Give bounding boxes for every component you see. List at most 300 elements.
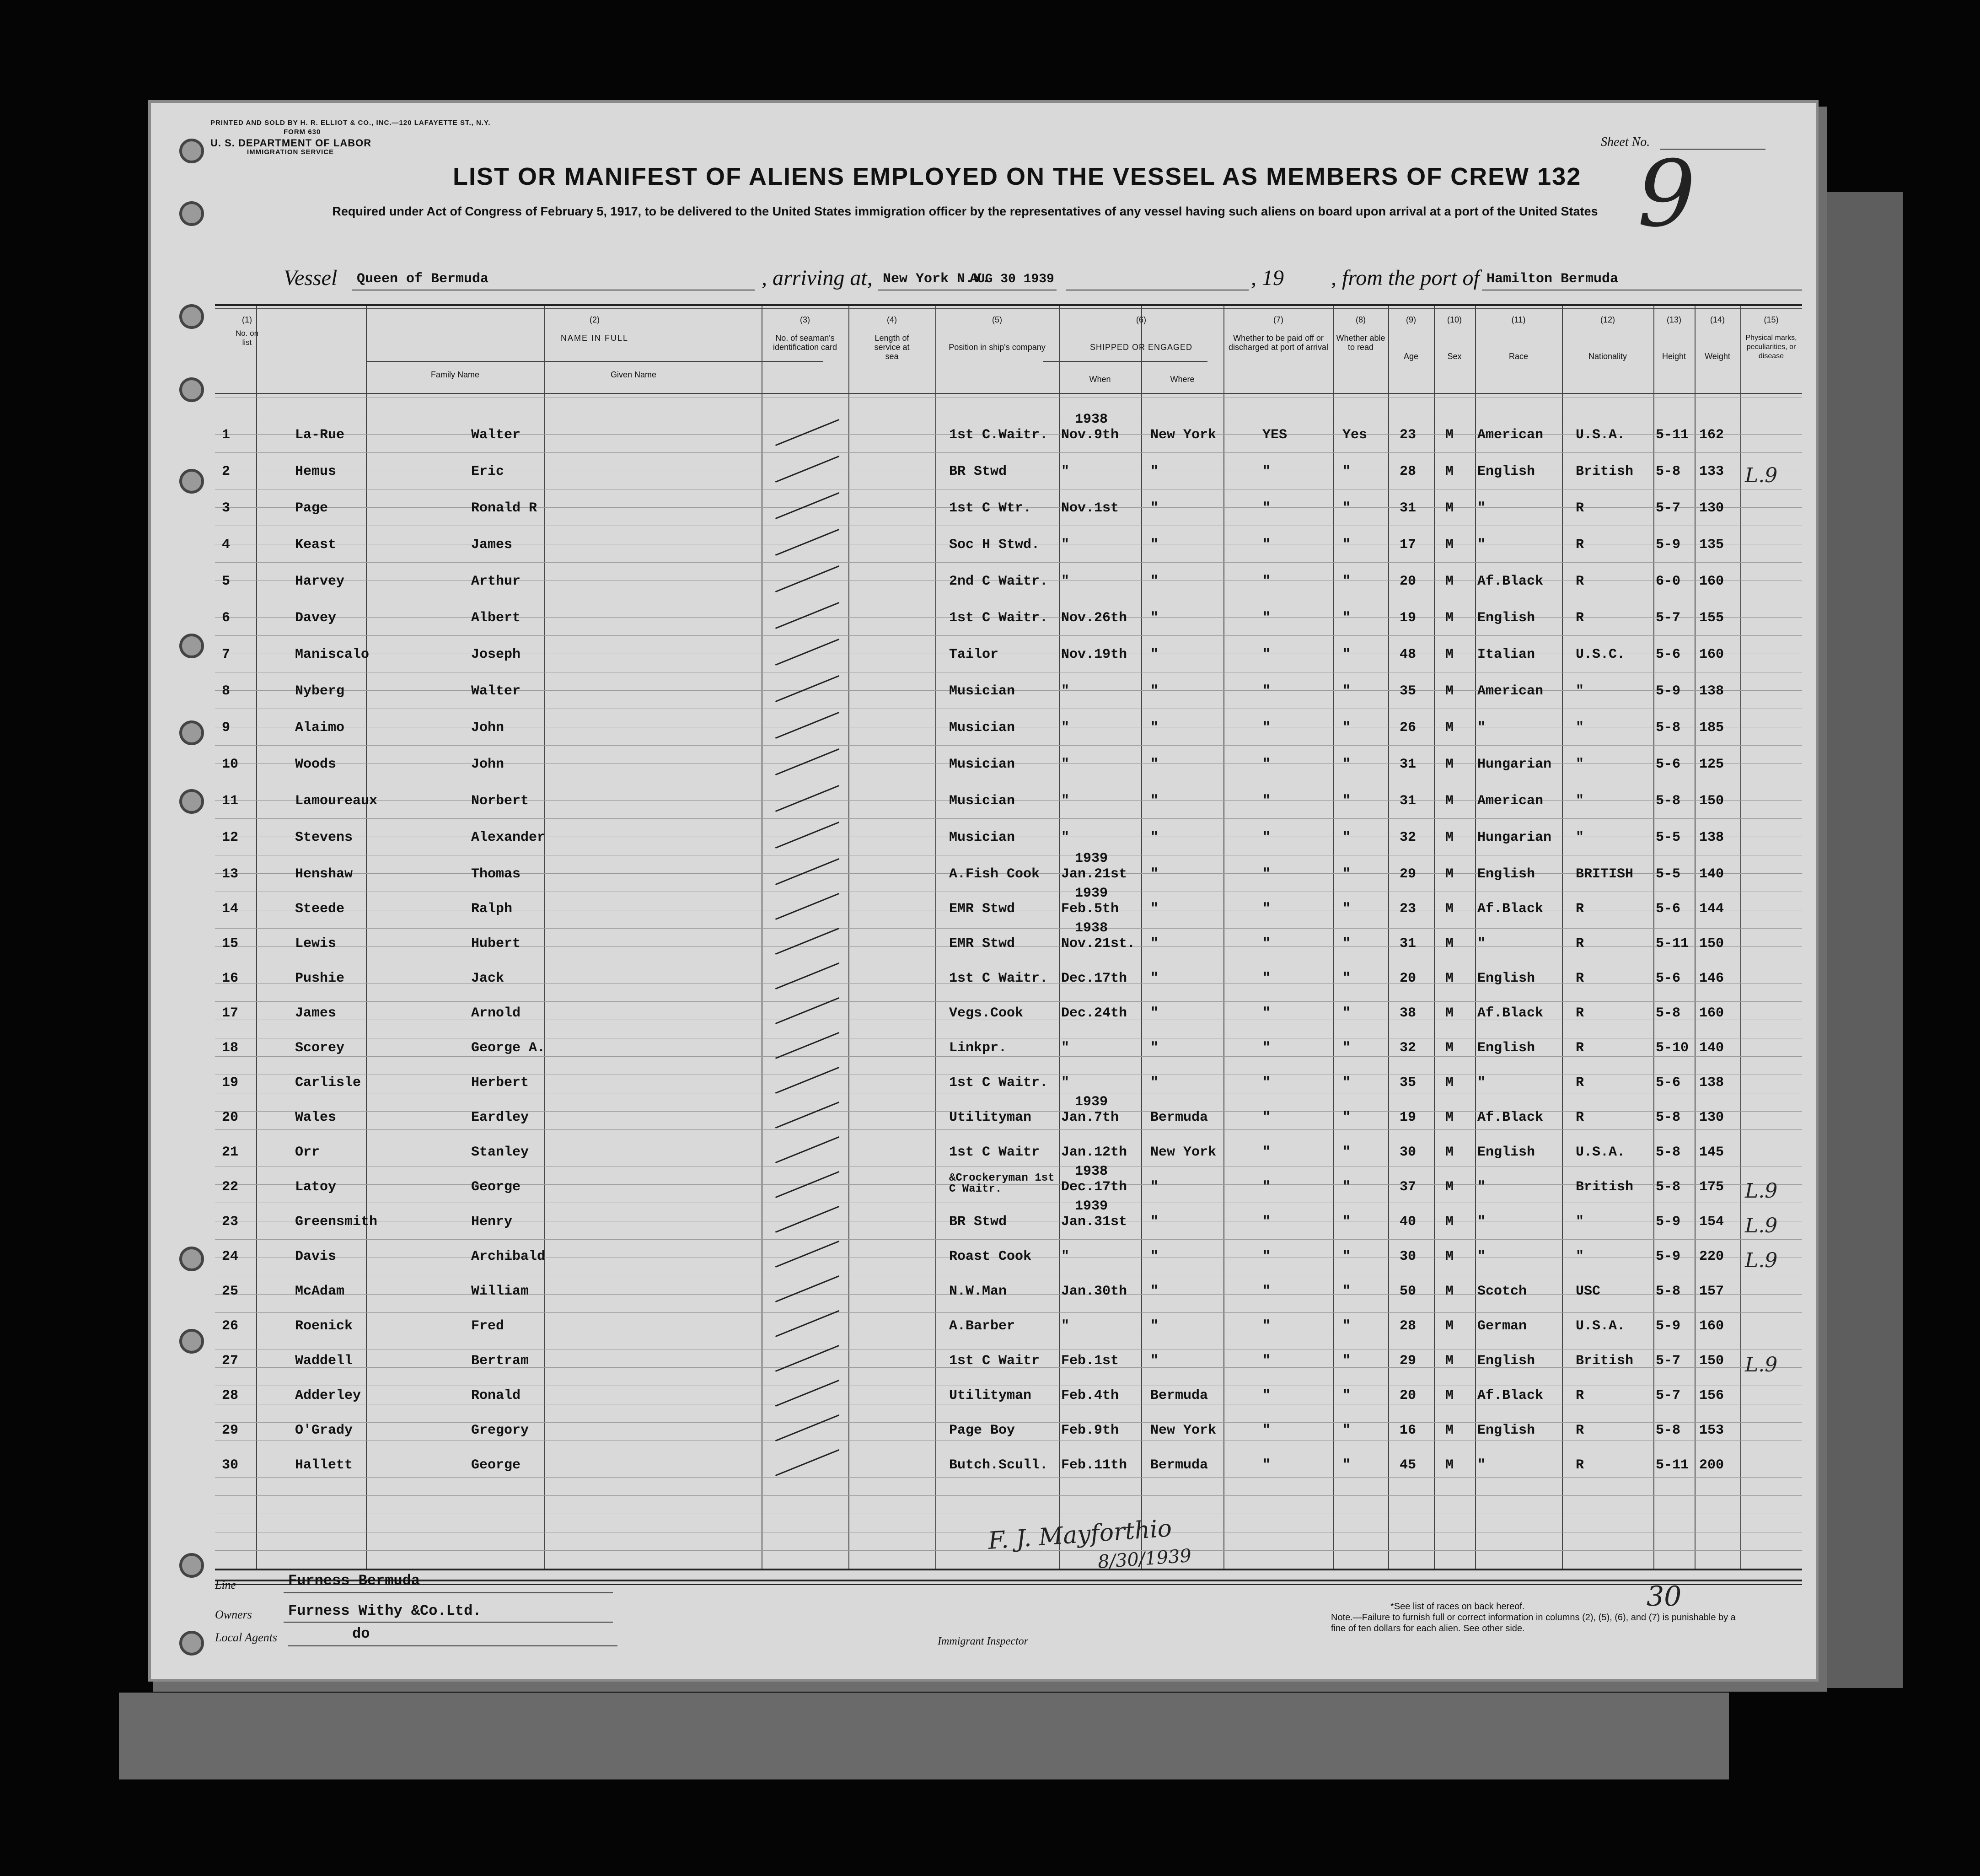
cell-weight: 154 [1699,1214,1724,1230]
cell-where: " [1150,1318,1159,1334]
cell-weight: 144 [1699,901,1724,917]
cell-no: 15 [222,936,239,951]
cell-paid: " [1262,720,1271,736]
cell-paid: " [1262,537,1271,553]
check-mark [775,748,839,775]
agents-label: Local Agents [215,1631,278,1644]
cell-family: Maniscalo [295,647,370,662]
cell-race: German [1477,1318,1527,1334]
cell-when: Jan.7th [1061,1110,1119,1125]
cell-sex: M [1445,683,1454,699]
grid-line [215,308,1802,309]
cell-nat: R [1576,1388,1584,1403]
cell-given: Stanley [471,1145,529,1160]
cell-family: Keast [295,537,337,553]
cell-height: 5-8 [1656,1284,1681,1299]
cell-sex: M [1445,971,1454,986]
footer-rule [215,1580,1802,1581]
cell-race: Af.Black [1477,1005,1544,1021]
cell-note: L.9 [1745,1353,1778,1376]
cell-no: 9 [222,720,231,736]
cell-read: " [1342,683,1351,699]
cell-race: English [1477,971,1535,986]
check-mark [775,822,839,849]
cell-nat: R [1576,901,1584,917]
cell-family: Harvey [295,574,345,589]
header-given-name: Given Name [610,370,657,379]
cell-age: 30 [1400,1249,1417,1264]
cell-family: McAdam [295,1284,345,1299]
col-num-7: (7) [1273,315,1283,324]
cell-nat: British [1576,464,1634,479]
owners-value: Furness Withy &Co.Ltd. [288,1602,482,1619]
cell-family: Henshaw [295,866,353,882]
cell-position: 1st C Waitr [949,1145,1040,1160]
cell-height: 5-6 [1656,971,1681,986]
cell-age: 31 [1400,936,1417,951]
grid-line [366,361,823,362]
cell-nat: British [1576,1179,1634,1195]
cell-position: Butch.Scull. [949,1457,1048,1473]
cell-when: Nov.1st [1061,500,1119,516]
header-family-name: Family Name [430,370,479,379]
check-mark [775,675,839,702]
cell-race: American [1477,793,1544,809]
cell-nat: R [1576,500,1584,516]
crew-table [215,304,1802,1570]
check-mark [775,893,839,920]
vessel-label: Vessel [284,266,338,290]
cell-nat: " [1576,757,1584,772]
cell-race: English [1477,610,1535,626]
line-value: Furness Bermuda [288,1572,420,1589]
cell-weight: 160 [1699,574,1724,589]
manifest-sheet [151,103,1816,1679]
cell-height: 5-6 [1656,647,1681,662]
cell-family: Pushie [295,971,345,986]
cell-where: Bermuda [1150,1388,1208,1403]
grid-column-line [1653,306,1654,1569]
grid-column-line [1695,306,1696,1569]
cell-year: 1938 [1075,920,1108,936]
grid-row-line [215,1129,1802,1130]
signature-date: 8/30/1939 [1097,1545,1192,1573]
cell-race: English [1477,866,1535,882]
cell-read: " [1342,830,1351,845]
cell-read: " [1342,1110,1351,1125]
cell-paid: " [1262,610,1271,626]
cell-sex: M [1445,936,1454,951]
cell-race: English [1477,1353,1535,1369]
cell-no: 5 [222,574,231,589]
cell-race: American [1477,427,1544,443]
cell-race: " [1477,500,1486,516]
cell-paid: " [1262,574,1271,589]
cell-age: 26 [1400,720,1417,736]
check-mark [775,1206,839,1233]
binder-hole [179,720,204,745]
cell-position: 1st C Waitr. [949,971,1048,986]
cell-read: Yes [1342,427,1368,443]
cell-height: 5-7 [1656,500,1681,516]
check-mark [775,928,839,955]
form-number: FORM 630 [284,128,321,136]
col-num-5: (5) [992,315,1002,324]
cell-position: A.Barber [949,1318,1015,1334]
check-mark [775,785,839,812]
header-shipped: SHIPPED OR ENGAGED [1089,343,1193,352]
check-mark [775,602,839,629]
grid-column-line [1141,306,1142,1569]
cell-sex: M [1445,866,1454,882]
vessel-name: Queen of Bermuda [357,271,489,287]
cell-race: American [1477,683,1544,699]
cell-race: " [1477,1457,1486,1473]
cell-nat: " [1576,793,1584,809]
col-num-3: (3) [800,315,810,324]
cell-weight: 140 [1699,1040,1724,1056]
cell-age: 32 [1400,830,1417,845]
cell-nat: R [1576,1075,1584,1091]
cell-no: 10 [222,757,239,772]
cell-height: 5-8 [1656,1110,1681,1125]
cell-when: Dec.17th [1061,1179,1127,1195]
cell-family: Davis [295,1249,337,1264]
cell-race: " [1477,1249,1486,1264]
cell-weight: 200 [1699,1457,1724,1473]
cell-age: 32 [1400,1040,1417,1056]
cell-nat: R [1576,1423,1584,1438]
cell-race: English [1477,464,1535,479]
cell-height: 5-5 [1656,830,1681,845]
cell-nat: British [1576,1353,1634,1369]
cell-year: 1939 [1075,1199,1108,1214]
cell-age: 28 [1400,1318,1417,1334]
cell-weight: 138 [1699,683,1724,699]
cell-position: A.Fish Cook [949,866,1040,882]
cell-given: Eric [471,464,504,479]
cell-family: Orr [295,1145,320,1160]
cell-no: 13 [222,866,239,882]
cell-paid: " [1262,1005,1271,1021]
cell-sex: M [1445,1075,1454,1091]
cell-race: " [1477,720,1486,736]
cell-race: " [1477,1214,1486,1230]
cell-weight: 150 [1699,793,1724,809]
manifest-title [453,162,1581,191]
check-mark [775,529,839,556]
cell-nat: R [1576,574,1584,589]
cell-given: George [471,1179,521,1195]
cell-where: " [1150,537,1159,553]
cell-age: 37 [1400,1179,1417,1195]
grid-row-line [215,1477,1802,1478]
cell-sex: M [1445,574,1454,589]
col-num-1: (1) [242,315,252,324]
cell-given: William [471,1284,529,1299]
cell-sex: M [1445,1423,1454,1438]
grid-row-line [215,928,1802,929]
grid-column-line [935,306,936,1569]
cell-sex: M [1445,1040,1454,1056]
cell-when: " [1061,720,1070,736]
cell-read: " [1342,1075,1351,1091]
agents-value: do [352,1625,370,1642]
check-mark [775,456,839,483]
cell-read: " [1342,1249,1351,1264]
cell-height: 5-9 [1656,1249,1681,1264]
cell-weight: 156 [1699,1388,1724,1403]
cell-age: 20 [1400,574,1417,589]
cell-sex: M [1445,1318,1454,1334]
cell-height: 5-9 [1656,683,1681,699]
check-mark [775,492,839,519]
grid-column-line [1388,306,1389,1569]
cell-age: 20 [1400,1388,1417,1403]
cell-read: " [1342,1457,1351,1473]
col-num-6: (6) [1136,315,1146,324]
cell-height: 5-9 [1656,1318,1681,1334]
cell-paid: " [1262,757,1271,772]
cell-age: 38 [1400,1005,1417,1021]
cell-height: 5-10 [1656,1040,1689,1056]
cell-sex: M [1445,1214,1454,1230]
cell-age: 29 [1400,1353,1417,1369]
cell-where: " [1150,647,1159,662]
cell-sex: M [1445,830,1454,845]
cell-no: 20 [222,1110,239,1125]
cell-race: Scotch [1477,1284,1527,1299]
cell-sex: M [1445,793,1454,809]
cell-position: EMR Stwd [949,901,1015,917]
binder-hole [179,1631,204,1656]
cell-age: 31 [1400,500,1417,516]
cell-family: Hallett [295,1457,353,1473]
cell-nat: R [1576,936,1584,951]
cell-family: Davey [295,610,337,626]
cell-family: Nyberg [295,683,345,699]
cell-family: Stevens [295,830,353,845]
cell-weight: 162 [1699,427,1724,443]
cell-given: John [471,757,504,772]
cell-position: Musician [949,683,1015,699]
cell-height: 6-0 [1656,574,1681,589]
cell-race: Af.Black [1477,574,1544,589]
cell-note: L.9 [1745,1179,1778,1203]
cell-given: George [471,1457,521,1473]
cell-race: English [1477,1423,1535,1438]
cell-sex: M [1445,610,1454,626]
cell-year: 1938 [1075,412,1108,427]
cell-read: " [1342,720,1351,736]
cell-position: EMR Stwd [949,936,1015,951]
cell-where: " [1150,574,1159,589]
page-mark: 30 [1647,1580,1682,1613]
cell-family: O'Grady [295,1423,353,1438]
cell-when: Jan.30th [1061,1284,1127,1299]
cell-no: 7 [222,647,231,662]
cell-height: 5-8 [1656,1145,1681,1160]
cell-height: 5-8 [1656,720,1681,736]
header-position: Position in ship's company [949,343,1046,352]
cell-no: 19 [222,1075,239,1091]
cell-age: 17 [1400,537,1417,553]
header-height: Height [1662,352,1686,361]
cell-family: Lamoureaux [295,793,378,809]
cell-height: 5-6 [1656,757,1681,772]
cell-no: 30 [222,1457,239,1473]
cell-read: " [1342,1179,1351,1195]
cell-nat: U.S.A. [1576,1318,1626,1334]
cell-position: Linkpr. [949,1040,1007,1056]
col-num-8: (8) [1356,315,1366,324]
crew-number: 132 [1537,163,1582,190]
cell-given: Walter [471,683,521,699]
cell-height: 5-9 [1656,537,1681,553]
cell-no: 17 [222,1005,239,1021]
cell-paid: " [1262,1040,1271,1056]
cell-read: " [1342,500,1351,516]
cell-sex: M [1445,647,1454,662]
cell-where: " [1150,866,1159,882]
cell-sex: M [1445,1457,1454,1473]
check-mark [775,1449,839,1476]
cell-given: Thomas [471,866,521,882]
arriving-label: , arriving at, [762,266,873,290]
cell-paid: " [1262,901,1271,917]
cell-sex: M [1445,1179,1454,1195]
cell-no: 21 [222,1145,239,1160]
cell-given: Ronald R [471,500,537,516]
cell-position: Page Boy [949,1423,1015,1438]
cell-where: " [1150,1284,1159,1299]
cell-no: 24 [222,1249,239,1264]
cell-where: " [1150,1179,1159,1195]
cell-nat: R [1576,971,1584,986]
cell-weight: 185 [1699,720,1724,736]
header-no-on-list: No. on list [235,329,259,347]
cell-race: Af.Black [1477,901,1544,917]
fine-note: Note.—Failure to furnish full or correct information in columns (2), (5), (6), and (7) is punishable by a fine of ten dollars for each alien. See other side. [1331,1613,1736,1634]
check-mark [775,639,839,666]
cell-where: " [1150,1040,1159,1056]
binder-hole [179,469,204,494]
cell-read: " [1342,537,1351,553]
cell-age: 30 [1400,1145,1417,1160]
cell-height: 5-9 [1656,1214,1681,1230]
cell-where: " [1150,757,1159,772]
bottom-page-edge [119,1693,1729,1779]
cell-sex: M [1445,537,1454,553]
cell-position: BR Stwd [949,1214,1007,1230]
cell-height: 5-6 [1656,1075,1681,1091]
cell-where: " [1150,971,1159,986]
cell-race: Hungarian [1477,757,1552,772]
cell-sex: M [1445,720,1454,736]
cell-when: " [1061,1249,1070,1264]
cell-weight: 135 [1699,537,1724,553]
check-mark [775,1102,839,1129]
sheet-number: 9 [1637,141,1696,247]
cell-paid: " [1262,1249,1271,1264]
cell-race: English [1477,1040,1535,1056]
cell-weight: 140 [1699,866,1724,882]
cell-given: Alexander [471,830,546,845]
cell-weight: 133 [1699,464,1724,479]
check-mark [775,1275,839,1302]
check-mark [775,419,839,446]
cell-when: Nov.9th [1061,427,1119,443]
line-underline [284,1592,613,1593]
cell-sex: M [1445,901,1454,917]
cell-height: 5-5 [1656,866,1681,882]
cell-paid: " [1262,1423,1271,1438]
cell-position: 1st C Waitr. [949,1075,1048,1091]
cell-paid: " [1262,1353,1271,1369]
cell-year: 1939 [1075,886,1108,901]
col-num-14: (14) [1710,315,1725,324]
owners-label: Owners [215,1608,252,1621]
cell-weight: 155 [1699,610,1724,626]
cell-position: &Crockeryman 1st C Waitr. [949,1172,1055,1195]
col-num-13: (13) [1666,315,1681,324]
cell-weight: 220 [1699,1249,1724,1264]
grid-row-line [215,745,1802,746]
cell-given: Joseph [471,647,521,662]
cell-where: " [1150,464,1159,479]
cell-position: BR Stwd [949,464,1007,479]
col-num-10: (10) [1447,315,1462,324]
cell-no: 2 [222,464,231,479]
grid-row-line [215,818,1802,819]
cell-no: 23 [222,1214,239,1230]
cell-where: " [1150,720,1159,736]
cell-where: " [1150,500,1159,516]
cell-no: 11 [222,793,239,809]
cell-given: Eardley [471,1110,529,1125]
cell-age: 16 [1400,1423,1417,1438]
from-label: , from the port of [1331,266,1480,290]
cell-sex: M [1445,1145,1454,1160]
header-race: Race [1508,352,1529,361]
cell-when: " [1061,830,1070,845]
cell-when: Nov.21st. [1061,936,1136,951]
cell-given: Arthur [471,574,521,589]
cell-read: " [1342,574,1351,589]
cell-age: 31 [1400,793,1417,809]
cell-given: Bertram [471,1353,529,1369]
grid-column-line [256,306,257,1569]
header-where: Where [1170,375,1195,384]
header-nationality: Nationality [1588,352,1627,361]
cell-where: " [1150,1075,1159,1091]
cell-given: Hubert [471,936,521,951]
cell-when: " [1061,1040,1070,1056]
check-mark [775,1380,839,1407]
cell-year: 1939 [1075,851,1108,866]
year-label: , 19 [1251,266,1284,290]
cell-nat: " [1576,720,1584,736]
cell-when: " [1061,757,1070,772]
cell-read: " [1342,647,1351,662]
grid-row-line [215,452,1802,453]
cell-height: 5-8 [1656,464,1681,479]
departure-port: Hamilton Bermuda [1486,271,1619,287]
binder-hole [179,139,204,163]
cell-no: 22 [222,1179,239,1195]
cell-position: Roast Cook [949,1249,1032,1264]
cell-when: " [1061,574,1070,589]
